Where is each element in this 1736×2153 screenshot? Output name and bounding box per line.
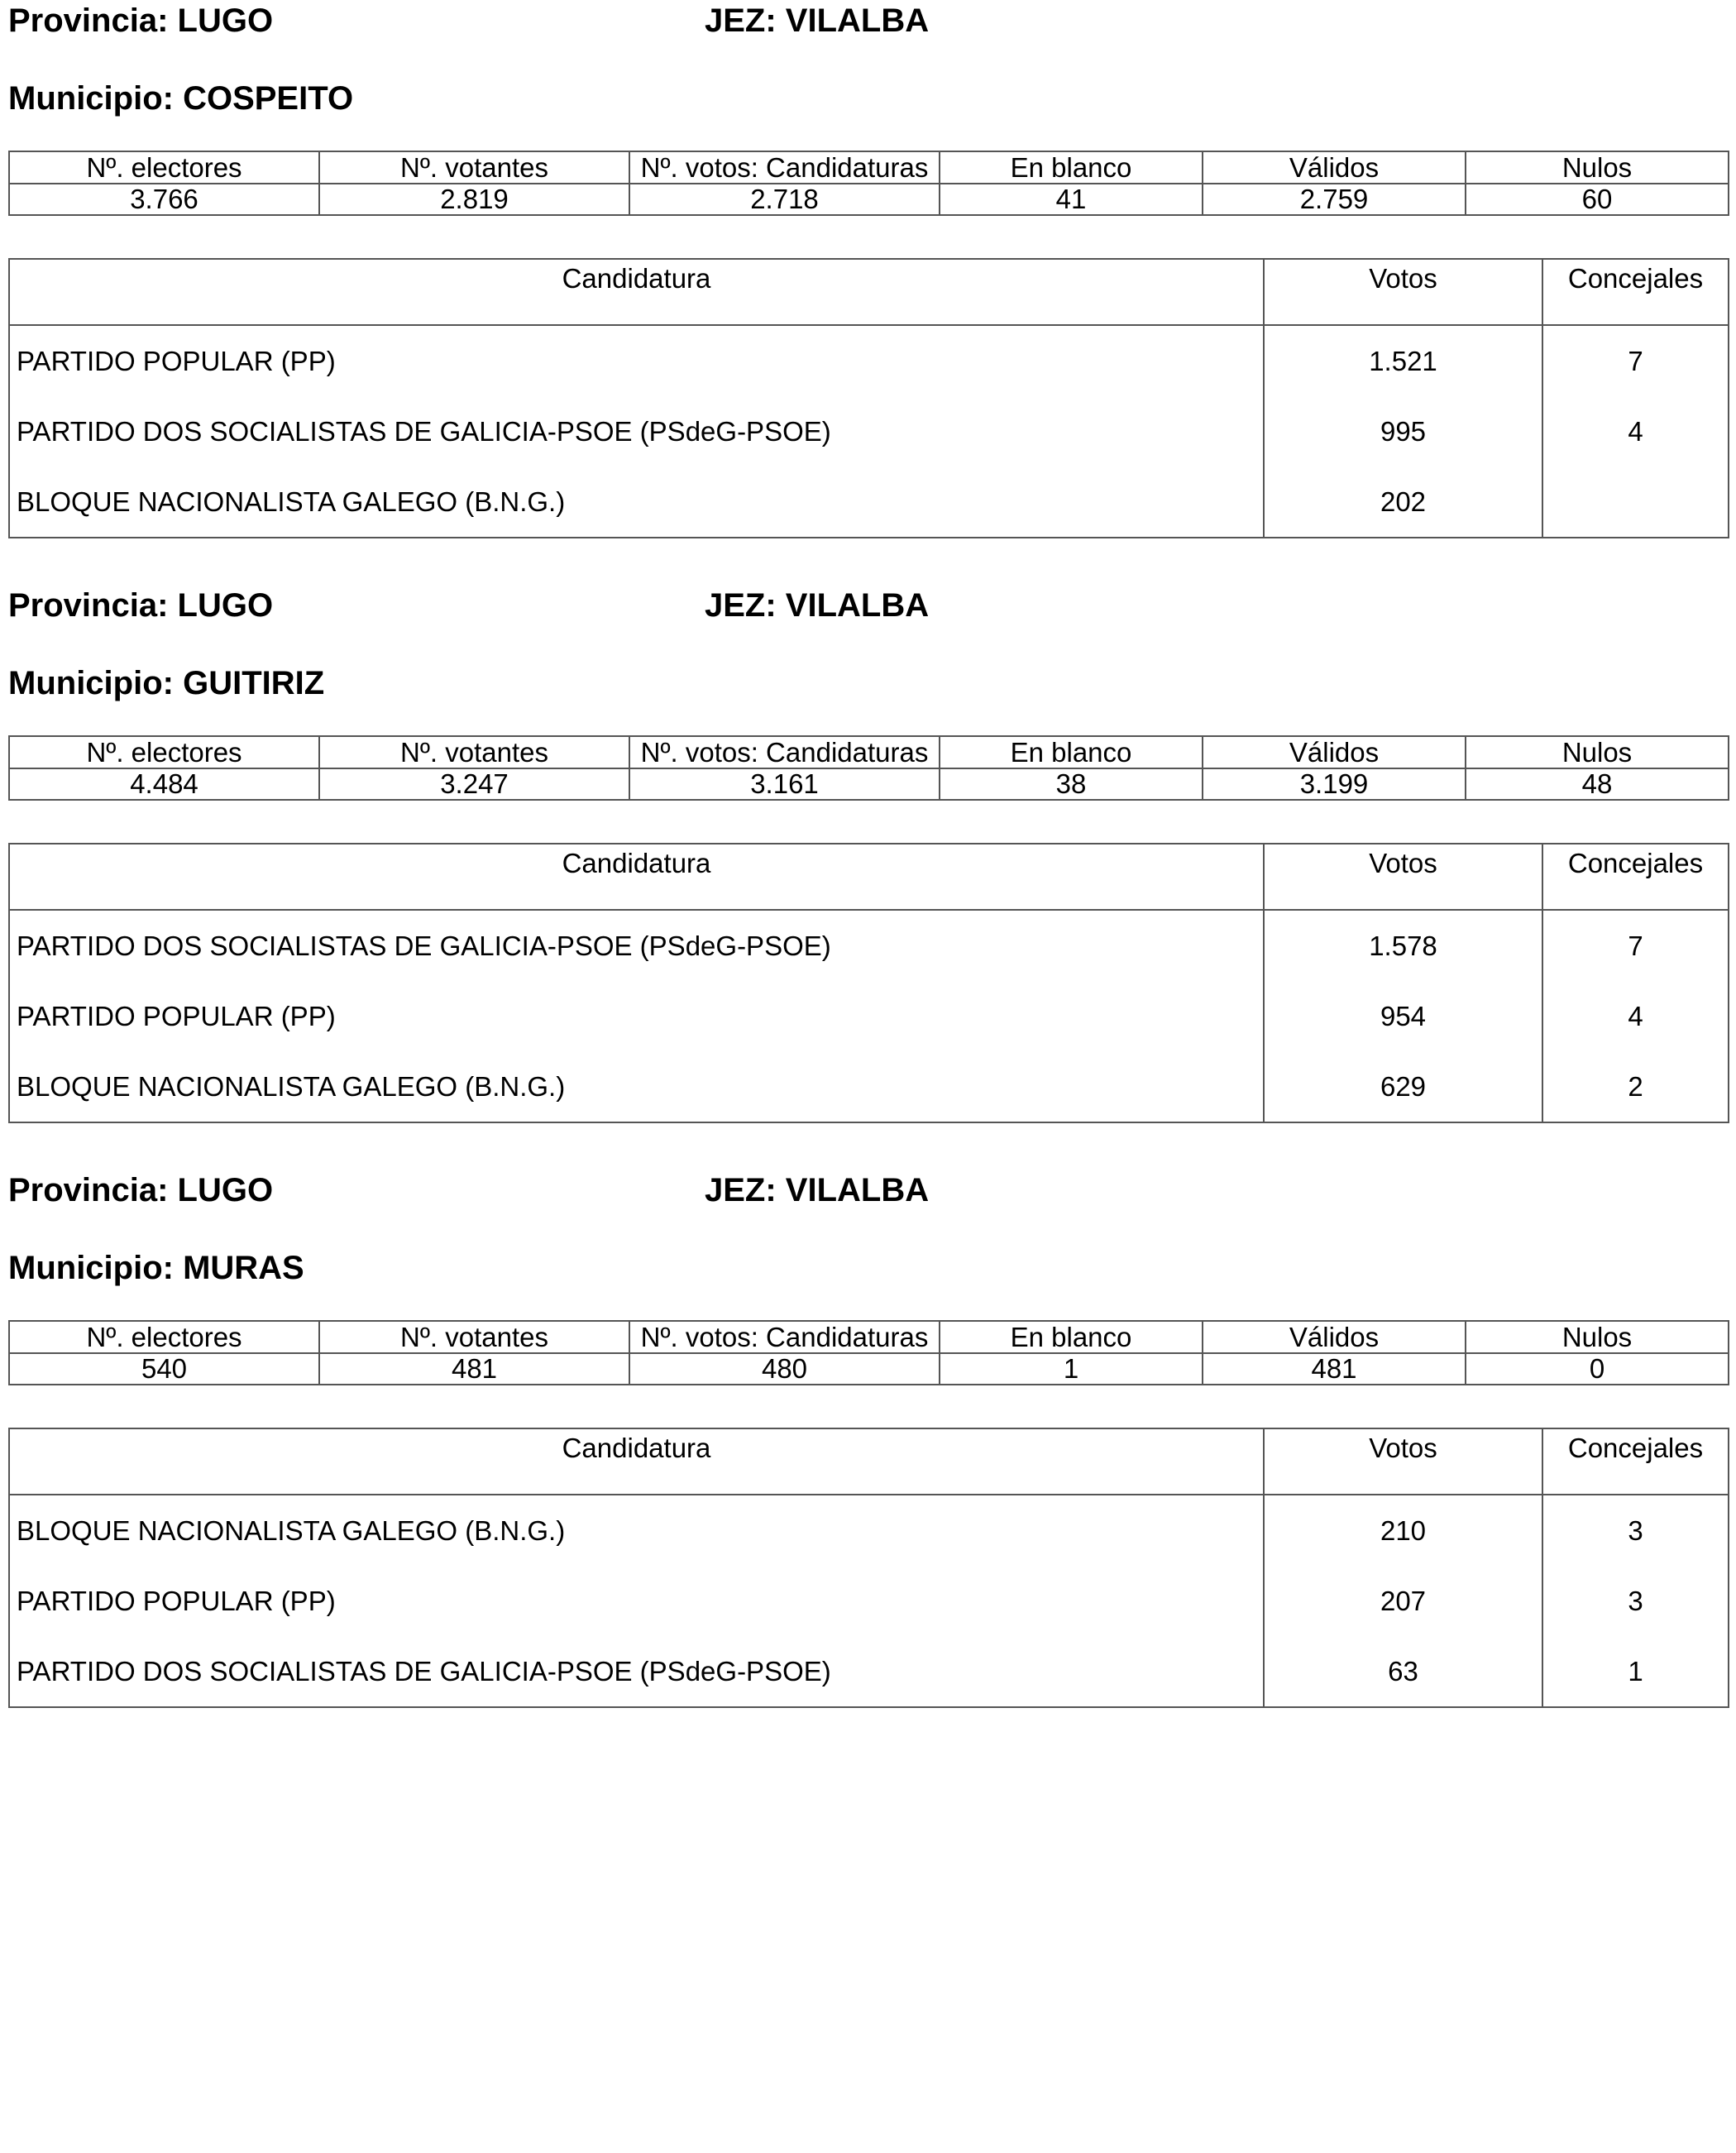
votos-header: Votos	[1264, 844, 1542, 910]
candidatura-name: PARTIDO POPULAR (PP)	[9, 325, 1264, 396]
table-row	[9, 1051, 1729, 1122]
stats-value-cell: 481	[319, 1353, 629, 1385]
candidatura-table	[8, 258, 1729, 538]
concejales-value: 2	[1542, 1051, 1729, 1122]
stats-header-row	[9, 1321, 1729, 1353]
stats-value-cell: 38	[940, 768, 1203, 800]
concejales-value	[1542, 466, 1729, 538]
votos-value: 1.578	[1264, 910, 1542, 981]
stats-header-cell: Nulos	[1466, 736, 1729, 768]
provincia-heading: Provincia: LUGO	[8, 2, 274, 39]
jez-heading: JEZ: VILALBA	[705, 587, 930, 624]
candidatura-table	[8, 1428, 1729, 1708]
stats-table	[8, 151, 1729, 216]
stats-value-cell: 2.819	[319, 184, 629, 215]
stats-header-row	[9, 151, 1729, 184]
concejales-header: Concejales	[1542, 1428, 1729, 1495]
stats-value-cell: 4.484	[9, 768, 319, 800]
stats-header-cell: Nº. electores	[9, 736, 319, 768]
stats-value-cell: 481	[1203, 1353, 1466, 1385]
table-row	[9, 1566, 1729, 1636]
stats-header-cell: Nº. electores	[9, 151, 319, 184]
candidatura-name: PARTIDO DOS SOCIALISTAS DE GALICIA-PSOE (PSdeG-PSOE)	[9, 910, 1264, 981]
municipio-heading: Municipio: GUITIRIZ	[8, 665, 325, 701]
stats-value-cell: 2.718	[629, 184, 940, 215]
jez-heading: JEZ: VILALBA	[705, 1172, 930, 1208]
candidatura-name: BLOQUE NACIONALISTA GALEGO (B.N.G.)	[9, 466, 1264, 538]
candidatura-header-row	[9, 844, 1729, 910]
votos-value: 1.521	[1264, 325, 1542, 396]
stats-header-cell: Nulos	[1466, 1321, 1729, 1353]
votos-value: 202	[1264, 466, 1542, 538]
stats-value-row	[9, 184, 1729, 215]
candidatura-header: Candidatura	[9, 259, 1264, 325]
stats-header-cell: Nº. votantes	[319, 736, 629, 768]
candidatura-name: BLOQUE NACIONALISTA GALEGO (B.N.G.)	[9, 1495, 1264, 1566]
votos-value: 954	[1264, 981, 1542, 1051]
votos-header: Votos	[1264, 1428, 1542, 1495]
stats-header-cell: Nulos	[1466, 151, 1729, 184]
stats-value-cell: 1	[940, 1353, 1203, 1385]
candidatura-name: PARTIDO DOS SOCIALISTAS DE GALICIA-PSOE (PSdeG-PSOE)	[9, 1636, 1264, 1707]
stats-value-cell: 48	[1466, 768, 1729, 800]
votos-value: 207	[1264, 1566, 1542, 1636]
stats-value-cell: 41	[940, 184, 1203, 215]
candidatura-name: PARTIDO POPULAR (PP)	[9, 1566, 1264, 1636]
municipio-heading: Municipio: COSPEITO	[8, 80, 354, 117]
candidatura-name: PARTIDO POPULAR (PP)	[9, 981, 1264, 1051]
stats-header-cell: Válidos	[1203, 736, 1466, 768]
table-row	[9, 1636, 1729, 1707]
stats-value-row	[9, 1353, 1729, 1385]
stats-header-cell: En blanco	[940, 1321, 1203, 1353]
jez-heading: JEZ: VILALBA	[705, 2, 930, 39]
concejales-value: 3	[1542, 1566, 1729, 1636]
stats-header-cell: Válidos	[1203, 151, 1466, 184]
table-row	[9, 396, 1729, 466]
votos-value: 210	[1264, 1495, 1542, 1566]
concejales-value: 1	[1542, 1636, 1729, 1707]
stats-header-cell: En blanco	[940, 151, 1203, 184]
table-row	[9, 981, 1729, 1051]
stats-header-cell: Válidos	[1203, 1321, 1466, 1353]
candidatura-header-row	[9, 259, 1729, 325]
stats-table	[8, 1320, 1729, 1385]
stats-value-cell: 2.759	[1203, 184, 1466, 215]
candidatura-header: Candidatura	[9, 844, 1264, 910]
stats-value-cell: 3.766	[9, 184, 319, 215]
provincia-heading: Provincia: LUGO	[8, 587, 274, 624]
votos-header: Votos	[1264, 259, 1542, 325]
stats-header-row	[9, 736, 1729, 768]
concejales-value: 7	[1542, 910, 1729, 981]
table-row	[9, 466, 1729, 538]
candidatura-header: Candidatura	[9, 1428, 1264, 1495]
stats-header-cell: Nº. votos: Candidaturas	[629, 151, 940, 184]
concejales-header: Concejales	[1542, 844, 1729, 910]
stats-header-cell: Nº. votantes	[319, 151, 629, 184]
stats-value-cell: 3.199	[1203, 768, 1466, 800]
stats-value-cell: 3.161	[629, 768, 940, 800]
stats-value-cell: 3.247	[319, 768, 629, 800]
stats-value-cell: 60	[1466, 184, 1729, 215]
stats-header-cell: Nº. votos: Candidaturas	[629, 736, 940, 768]
concejales-value: 4	[1542, 981, 1729, 1051]
stats-header-cell: En blanco	[940, 736, 1203, 768]
provincia-heading: Provincia: LUGO	[8, 1172, 274, 1208]
concejales-value: 4	[1542, 396, 1729, 466]
votos-value: 629	[1264, 1051, 1542, 1122]
stats-header-cell: Nº. electores	[9, 1321, 319, 1353]
candidatura-name: PARTIDO DOS SOCIALISTAS DE GALICIA-PSOE (PSdeG-PSOE)	[9, 396, 1264, 466]
stats-value-cell: 540	[9, 1353, 319, 1385]
votos-value: 995	[1264, 396, 1542, 466]
stats-table	[8, 735, 1729, 801]
stats-value-row	[9, 768, 1729, 800]
stats-header-cell: Nº. votos: Candidaturas	[629, 1321, 940, 1353]
stats-value-cell: 480	[629, 1353, 940, 1385]
candidatura-name: BLOQUE NACIONALISTA GALEGO (B.N.G.)	[9, 1051, 1264, 1122]
table-row	[9, 1495, 1729, 1566]
concejales-value: 7	[1542, 325, 1729, 396]
stats-header-cell: Nº. votantes	[319, 1321, 629, 1353]
votos-value: 63	[1264, 1636, 1542, 1707]
concejales-value: 3	[1542, 1495, 1729, 1566]
municipio-heading: Municipio: MURAS	[8, 1250, 304, 1286]
candidatura-header-row	[9, 1428, 1729, 1495]
stats-value-cell: 0	[1466, 1353, 1729, 1385]
table-row	[9, 910, 1729, 981]
concejales-header: Concejales	[1542, 259, 1729, 325]
table-row	[9, 325, 1729, 396]
candidatura-table	[8, 843, 1729, 1123]
